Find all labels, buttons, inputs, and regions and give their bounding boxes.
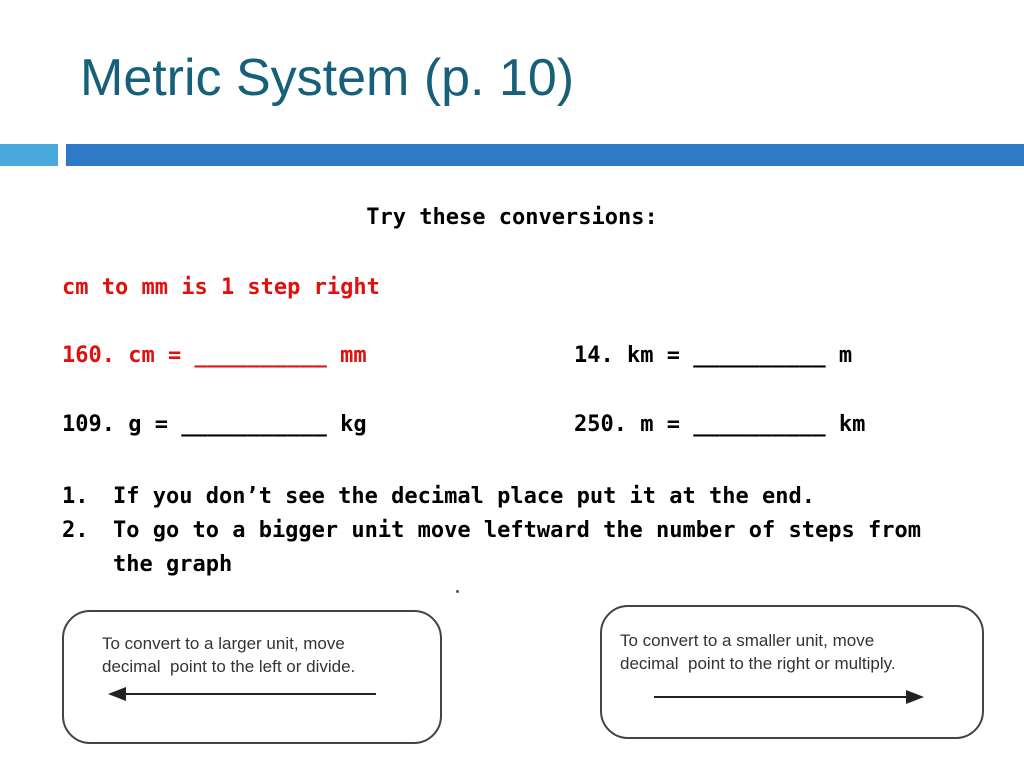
arrow-left-icon bbox=[106, 684, 378, 704]
conversion-rule: cm to mm is 1 step right bbox=[62, 275, 380, 300]
problem-row bbox=[62, 343, 982, 373]
accent-bar-long bbox=[66, 144, 1024, 166]
accent-bar-short bbox=[0, 144, 58, 166]
list-item bbox=[62, 480, 962, 514]
problem-km-to-m: 14. km = __________ m bbox=[574, 343, 853, 368]
problem-m-to-km: 250. m = __________ km bbox=[574, 412, 866, 437]
larger-unit-text bbox=[102, 632, 355, 678]
list-item bbox=[62, 514, 962, 582]
smaller-unit-line2: decimal point to the right or multiply. bbox=[620, 654, 896, 673]
step-text: To go to a bigger unit move leftward the number of steps from the graph bbox=[113, 518, 921, 577]
slide-title: Metric System (p. 10) bbox=[80, 49, 575, 107]
larger-unit-line2: decimal point to the left or divide. bbox=[102, 657, 356, 676]
stray-mark bbox=[456, 590, 459, 593]
smaller-unit-line1: To convert to a smaller unit, move bbox=[620, 631, 875, 650]
step-text: If you don’t see the decimal place put it at the end. bbox=[113, 484, 815, 509]
larger-unit-line1: To convert to a larger unit, move bbox=[102, 634, 345, 653]
problem-g-to-kg: 109. g = ___________ kg bbox=[62, 412, 367, 437]
problem-cm-to-mm: 160. cm = __________ mm bbox=[62, 343, 367, 368]
larger-unit-box bbox=[62, 610, 442, 744]
smaller-unit-text bbox=[620, 629, 896, 675]
steps-list bbox=[62, 480, 962, 582]
arrow-right-icon bbox=[650, 687, 926, 707]
problem-row bbox=[62, 412, 982, 442]
step-number: 2. bbox=[62, 518, 89, 543]
smaller-unit-box bbox=[600, 605, 984, 739]
step-number: 1. bbox=[62, 484, 89, 509]
conversions-heading: Try these conversions: bbox=[366, 205, 658, 230]
